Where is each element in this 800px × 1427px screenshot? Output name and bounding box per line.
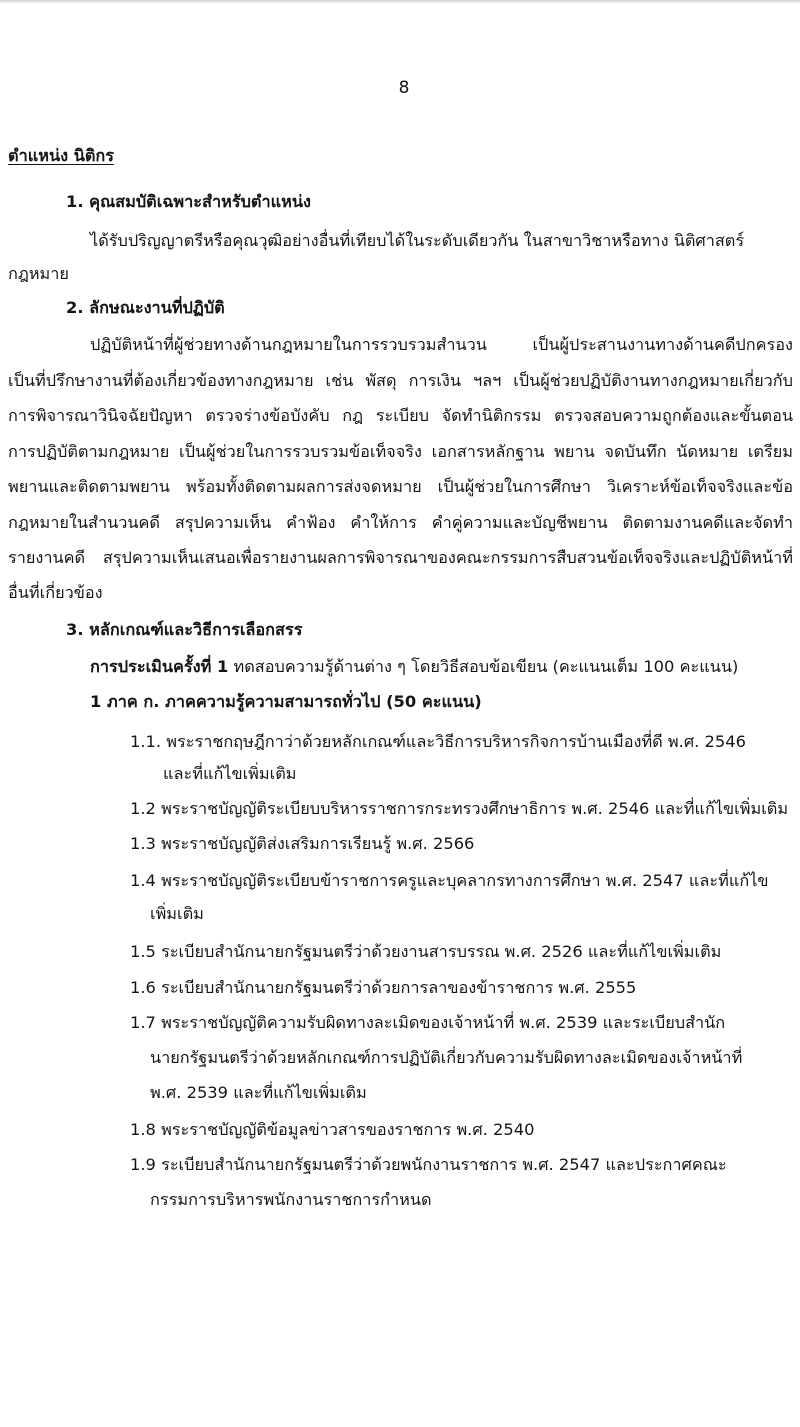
part-a-heading: 1 ภาค ก. ภาคความรู้ความสามารถทั่วไป (50 คะแนน): [90, 692, 482, 711]
section-1-line-1: ได้รับปริญญาตรีหรือคุณวุฒิอย่างอื่นที่เทียบได้ในระดับเดียวกัน ในสาขาวิชาหรือทาง นิติศาสตร์: [90, 231, 745, 250]
item-1-9-line-1: 1.9 ระเบียบสำนักนายกรัฐมนตรีว่าด้วยพนักงานราชการ พ.ศ. 2547 และประกาศคณะ: [130, 1155, 727, 1174]
item-1-3: 1.3 พระราชบัญญัติส่งเสริมการเรียนรู้ พ.ศ. 2566: [130, 834, 475, 853]
assessment-line: [90, 655, 738, 679]
section-2-line-7: รายงานคดี สรุปความเห็นเสนอเพื่อรายงานผลการพิจารณาของคณะกรรมการสืบสวนข้อเท็จจริงและปฏิบัติหน้าที่: [8, 548, 793, 567]
scan-top-edge: [0, 0, 800, 4]
assessment-description: ทดสอบความรู้ด้านต่าง ๆ โดยวิธีสอบข้อเขียน (คะแนนเต็ม 100 คะแนน): [228, 657, 739, 676]
item-1-4-line-1: 1.4 พระราชบัญญัติระเบียบข้าราชการครูและบุคลากรทางการศึกษา พ.ศ. 2547 และที่แก้ไข: [130, 871, 769, 890]
page-number: 8: [398, 78, 410, 98]
item-1-7-line-2: นายกรัฐมนตรีว่าด้วยหลักเกณฑ์การปฏิบัติเกี่ยวกับความรับผิดทางละเมิดของเจ้าหน้าที่: [150, 1048, 743, 1067]
item-1-2: 1.2 พระราชบัญญัติระเบียบบริหารราชการกระทรวงศึกษาธิการ พ.ศ. 2546 และที่แก้ไขเพิ่มเติม: [130, 799, 789, 818]
item-1-9-line-2: กรรมการบริหารพนักงานราชการกำหนด: [150, 1190, 432, 1209]
item-1-4-line-2: เพิ่มเติม: [150, 904, 204, 923]
section-1-line-2: กฎหมาย: [8, 264, 69, 283]
section-2-line-2: เป็นที่ปรึกษางานที่ต้องเกี่ยวข้องทางกฎหมาย เช่น พัสดุ การเงิน ฯลฯ เป็นผู้ช่วยปฏิบัติงานทางกฎหมายเกี่ยวกับ: [8, 371, 793, 390]
section-2-line-3: การพิจารณาวินิจฉัยปัญหา ตรวจร่างข้อบังคับ กฎ ระเบียบ จัดทำนิติกรรม ตรวจสอบความถูกต้องและขั้นตอน: [8, 406, 793, 425]
section-2-line-4: การปฏิบัติตามกฎหมาย เป็นผู้ช่วยในการรวบรวมข้อเท็จจริง เอกสารหลักฐาน พยาน จดบันทึก นัดหมาย เตรียม: [8, 442, 793, 461]
item-1-8: 1.8 พระราชบัญญัติข้อมูลข่าวสารของราชการ พ.ศ. 2540: [130, 1120, 535, 1139]
assessment-label: การประเมินครั้งที่ 1: [90, 657, 229, 676]
section-2-line-6: กฎหมายในสำนวนคดี สรุปความเห็น คำฟ้อง คำให้การ คำคู่ความและบัญชีพยาน ติดตามงานคดีและจัดทำ: [8, 513, 793, 532]
section-1-heading: 1. คุณสมบัติเฉพาะสำหรับตำแหน่ง: [66, 192, 311, 211]
item-1-7-line-3: พ.ศ. 2539 และที่แก้ไขเพิ่มเติม: [150, 1083, 367, 1102]
section-2-line-8: อื่นที่เกี่ยวข้อง: [8, 583, 103, 602]
item-1-5: 1.5 ระเบียบสำนักนายกรัฐมนตรีว่าด้วยงานสารบรรณ พ.ศ. 2526 และที่แก้ไขเพิ่มเติม: [130, 942, 722, 961]
position-title: ตำแหน่ง นิติกร: [8, 146, 114, 165]
item-1-6: 1.6 ระเบียบสำนักนายกรัฐมนตรีว่าด้วยการลาของข้าราชการ พ.ศ. 2555: [130, 978, 637, 997]
item-1-1-line-2: และที่แก้ไขเพิ่มเติม: [163, 764, 297, 783]
section-2-heading: 2. ลักษณะงานที่ปฏิบัติ: [66, 298, 225, 317]
item-1-7-line-1: 1.7 พระราชบัญญัติความรับผิดทางละเมิดของเจ้าหน้าที่ พ.ศ. 2539 และระเบียบสำนัก: [130, 1013, 726, 1032]
section-3-heading: 3. หลักเกณฑ์และวิธีการเลือกสรร: [66, 620, 303, 639]
section-2-line-1: ปฏิบัติหน้าที่ผู้ช่วยทางด้านกฎหมายในการรวบรวมสำนวน เป็นผู้ประสานงานทางด้านคดีปกครอง: [90, 335, 793, 354]
section-2-line-5: พยานและติดตามพยาน พร้อมทั้งติดตามผลการส่งจดหมาย เป็นผู้ช่วยในการศึกษา วิเคราะห์ข้อเท็จจริงและข้อ: [8, 477, 793, 496]
item-1-1-line-1: 1.1. พระราชกฤษฎีกาว่าด้วยหลักเกณฑ์และวิธีการบริหารกิจการบ้านเมืองที่ดี พ.ศ. 2546: [130, 732, 746, 751]
